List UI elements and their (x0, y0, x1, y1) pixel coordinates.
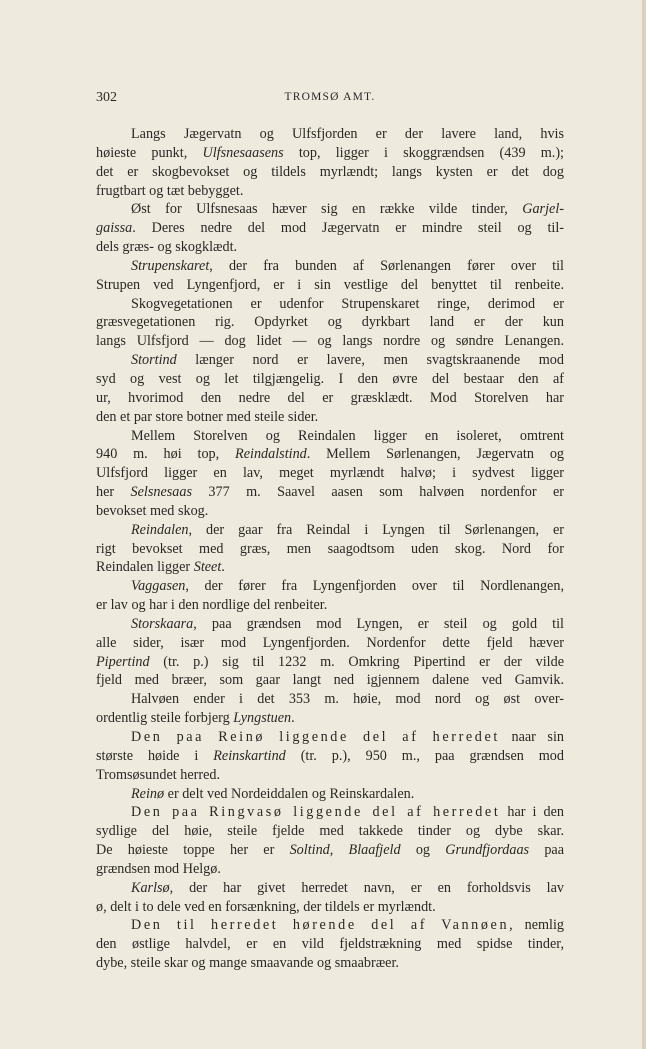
text-line (96, 521, 564, 540)
text-line (96, 558, 564, 577)
text-span: ordentlig steile forbjerg (96, 710, 234, 727)
text-span: Ulfsfjord ligger en lav, meget myrlændt halvø; i sydvest ligger (96, 465, 564, 482)
text-span: længer nord er lavere, men svagtskraanende mod (176, 352, 564, 369)
text-line (96, 935, 564, 954)
text-line (96, 502, 564, 521)
text-span: Den paa Ringvasø liggende del af herredet (131, 804, 501, 821)
text-span: naar sin (499, 729, 564, 745)
text-span: , der fører fra Lyngenfjorden over til Nordlenangen, (185, 578, 564, 595)
italic-term: Reinø (131, 785, 165, 802)
text-line (96, 879, 564, 898)
italic-term: Selsnesaas (130, 484, 193, 501)
text-span: (tr. p.) sig til 1232 m. Omkring Pipertind er der vilde (149, 653, 564, 670)
italic-term: Vaggasen (131, 578, 186, 595)
text-line (96, 408, 564, 427)
text-span: grændsen mod Helgø. (96, 860, 221, 877)
text-line (96, 803, 564, 822)
text-line (96, 370, 564, 389)
text-span: 377 m. Saavel aasen som halvøen nordenfor er (192, 484, 564, 501)
text-span: Den paa Reinø liggende del af herredet (131, 729, 500, 745)
text-span: frugtbart og tæt bebygget. (96, 182, 244, 199)
text-line (96, 483, 564, 502)
text-span: fjeld med bræer, som gaar langt ned igjennem dalene ved Gamvik. (96, 672, 564, 689)
text-span: sydlige del høie, steile fjelde med takkede tinder og dybe skar. (96, 823, 564, 840)
text-span: den et par store botner med steile sider. (96, 408, 319, 425)
text-span: De høieste toppe her er (96, 842, 290, 859)
text-span: og (400, 842, 446, 859)
text-line (96, 860, 564, 879)
text-span: Øst for Ulfsnesaas hæver sig en række vilde tinder, (131, 201, 523, 218)
text-line (96, 615, 564, 634)
text-line (96, 295, 564, 314)
text-span: . (221, 559, 225, 576)
text-span: . (291, 710, 295, 727)
italic-term: Grundfjordaas (445, 842, 530, 859)
text-span: dybe, steile skar og mange smaavande og smaabræer. (96, 955, 399, 972)
italic-term: Reinskartind (213, 747, 286, 764)
text-span: langs Ulfsfjord — dog lidet — og langs nordre og søndre Lenangen. (96, 333, 564, 350)
text-span: Langs Jægervatn og Ulfsfjorden er der lavere land, hvis (131, 126, 564, 142)
italic-term: Steet (193, 559, 222, 576)
text-line (96, 954, 564, 973)
text-span: (tr. p.), 950 m., paa grændsen mod (285, 747, 564, 764)
text-line (96, 577, 564, 596)
text-line (96, 916, 564, 935)
italic-term: Soltind, Blaafjeld (289, 842, 401, 859)
text-span: syd og vest og let tilgjængelig. I den øvre del bestaar den af (96, 370, 564, 387)
italic-term: Lyngstuen (233, 710, 292, 727)
page-edge (642, 0, 646, 1049)
text-line (96, 332, 564, 351)
text-line (96, 690, 564, 709)
text-line (96, 389, 564, 408)
text-line (96, 634, 564, 653)
italic-term: Strupenskaret (131, 257, 210, 274)
text-line (96, 596, 564, 615)
italic-term: Stortind (131, 352, 177, 369)
text-span: her (96, 484, 131, 501)
text-line (96, 144, 564, 163)
text-line (96, 709, 564, 728)
italic-term: gaissa (96, 220, 133, 237)
text-line (96, 351, 564, 370)
text-span: . Mellem Sørlenangen, Jægervatn og (306, 446, 565, 463)
body-text (96, 125, 564, 973)
text-span: Strupen ved Lyngenfjord, er i sin vestlige del benyttet til renbeite. (96, 276, 564, 293)
text-span: er lav og har i den nordlige del renbeiter. (96, 597, 328, 614)
text-line (96, 540, 564, 559)
text-line (96, 313, 564, 332)
italic-term: Reindalen (131, 521, 189, 538)
text-line (96, 785, 564, 804)
text-line (96, 276, 564, 295)
text-span: , der fra bunden af Sørlenangen fører over til (209, 257, 564, 274)
text-span: Halvøen ender i det 353 m. høie, mod nord og øst over- (131, 691, 564, 708)
text-span: alle sider, især mod Lyngenfjorden. Nordenfor dette fjeld hæver (96, 634, 564, 651)
text-line (96, 182, 564, 201)
text-span: , der har givet herredet navn, er en forholdsvis lav (169, 879, 564, 896)
text-span: ur, hvorimod den nedre del er græsklædt. Mod Storelven har (96, 389, 564, 406)
italic-term: Reindalstind (235, 446, 307, 463)
text-line (96, 257, 564, 276)
text-span: rigt bevokset med græs, men saagodtsom uden skog. Nord for (96, 540, 564, 557)
text-span: , paa grændsen mod Lyngen, er steil og gold til (193, 615, 564, 632)
text-span: . Deres nedre del mod Jægervatn er mindre steil og til- (132, 220, 564, 237)
page-number: 302 (96, 90, 117, 105)
text-line (96, 445, 564, 464)
text-line (96, 728, 564, 747)
text-span: top, ligger i skoggrændsen (439 m.); (283, 144, 564, 161)
text-span: Mellem Storelven og Reindalen ligger en isoleret, omtrent (131, 427, 564, 444)
text-line (96, 464, 564, 483)
text-span: Tromsøsundet herred. (96, 766, 221, 783)
text-span: , der gaar fra Reindal i Lyngen til Sørlenangen, er (188, 521, 564, 538)
text-span: er delt ved Nordeiddalen og Reinskardalen. (164, 785, 415, 802)
italic-term: Pipertind (96, 653, 150, 670)
text-line (96, 898, 564, 917)
italic-term: Ulfsnesaasens (202, 144, 284, 161)
text-span: paa (529, 842, 565, 859)
text-span: største høide i (96, 747, 214, 764)
text-span: Den til herredet hørende del af Vannøen (131, 917, 510, 934)
text-line (96, 238, 564, 257)
text-span: den østlige halvdel, er en vild fjeldstrækning med spidse tinder, (96, 936, 564, 953)
text-span: græsvegetationen rig. Opdyrket og dyrkbart land er der kun (96, 314, 564, 331)
page-header (96, 90, 564, 110)
italic-term: Karlsø (131, 879, 170, 896)
text-span: dels græs- og skogklædt. (96, 239, 238, 256)
text-span: 940 m. høi top, (96, 446, 236, 463)
text-line (96, 747, 564, 766)
text-span: ø, delt i to dele ved en forsænkning, der tildels er myrlændt. (96, 898, 436, 915)
text-span: har i den (500, 804, 565, 821)
italic-term: Storskaara (131, 615, 194, 632)
text-line (96, 841, 564, 860)
text-span: Skogvegetationen er udenfor Strupenskaret ringe, derimod er (131, 295, 564, 312)
text-line (96, 822, 564, 841)
text-span: , nemlig (509, 917, 565, 934)
text-line (96, 125, 564, 144)
text-line (96, 766, 564, 785)
text-span: bevokset med skog. (96, 502, 209, 519)
text-span: det er skogbevokset og tildels myrlændt; langs kysten er det dog (96, 163, 564, 180)
text-line (96, 653, 564, 672)
text-line (96, 671, 564, 690)
text-line (96, 200, 564, 219)
running-head: TROMSØ AMT. (284, 91, 376, 103)
text-line (96, 219, 564, 238)
text-span: Reindalen ligger (96, 559, 194, 576)
italic-term: Garjel- (522, 201, 564, 218)
text-line (96, 163, 564, 182)
text-span: høieste punkt, (96, 144, 203, 161)
text-line (96, 427, 564, 446)
